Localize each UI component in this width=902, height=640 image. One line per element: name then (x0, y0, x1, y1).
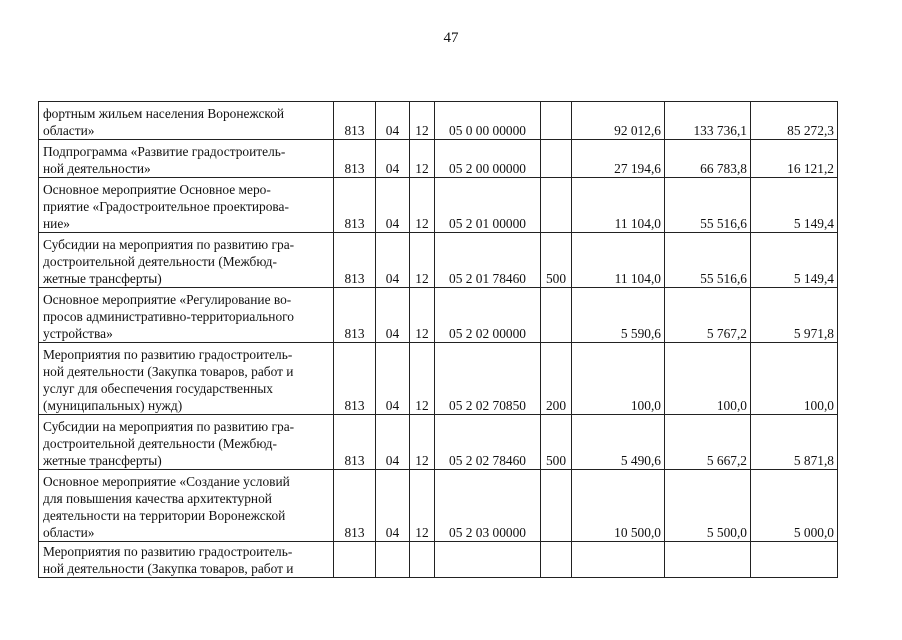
table-row (39, 102, 838, 140)
table-row (39, 343, 838, 415)
table-row (39, 140, 838, 178)
expense-type-code (541, 140, 572, 178)
subsection-code: 12 (410, 140, 435, 178)
amount-year-1: 5 590,6 (572, 288, 665, 343)
subsection-code: 12 (410, 415, 435, 470)
section-code: 04 (376, 343, 410, 415)
row-name: Основное мероприятие Основное меро- приятие «Градостроительное проектирова- ние» (39, 178, 334, 233)
subsection-code: 12 (410, 288, 435, 343)
amount-year-2: 5 500,0 (665, 470, 751, 542)
amount-year-2: 133 736,1 (665, 102, 751, 140)
amount-year-3: 85 272,3 (751, 102, 838, 140)
target-item-code: 05 2 02 00000 (435, 288, 541, 343)
subsection-code: 12 (410, 178, 435, 233)
row-name: Основное мероприятие «Создание условий для повышения качества архитектурной деятельности на территории Воронежской области» (39, 470, 334, 542)
target-item-code: 05 0 00 00000 (435, 102, 541, 140)
amount-year-2: 55 516,6 (665, 233, 751, 288)
amount-year-3: 5 000,0 (751, 470, 838, 542)
amount-year-3: 16 121,2 (751, 140, 838, 178)
subsection-code: 12 (410, 470, 435, 542)
amount-year-1: 10 500,0 (572, 470, 665, 542)
ministry-code: 813 (334, 415, 376, 470)
target-item-code: 05 2 00 00000 (435, 140, 541, 178)
subsection-code (410, 542, 435, 578)
expense-type-code (541, 470, 572, 542)
amount-year-2 (665, 542, 751, 578)
section-code (376, 542, 410, 578)
target-item-code: 05 2 03 00000 (435, 470, 541, 542)
amount-year-2: 66 783,8 (665, 140, 751, 178)
row-name: Подпрограмма «Развитие градостроитель- ной деятельности» (39, 140, 334, 178)
ministry-code (334, 542, 376, 578)
expense-type-code: 500 (541, 415, 572, 470)
row-name: Основное мероприятие «Регулирование во- просов административно-территориального устройства» (39, 288, 334, 343)
section-code: 04 (376, 233, 410, 288)
amount-year-3: 5 971,8 (751, 288, 838, 343)
target-item-code: 05 2 01 78460 (435, 233, 541, 288)
ministry-code: 813 (334, 102, 376, 140)
target-item-code: 05 2 02 78460 (435, 415, 541, 470)
ministry-code: 813 (334, 140, 376, 178)
row-name: Мероприятия по развитию градостроитель- ной деятельности (Закупка товаров, работ и (39, 542, 334, 578)
target-item-code: 05 2 02 70850 (435, 343, 541, 415)
target-item-code: 05 2 01 00000 (435, 178, 541, 233)
amount-year-1: 27 194,6 (572, 140, 665, 178)
expense-type-code (541, 178, 572, 233)
amount-year-3: 100,0 (751, 343, 838, 415)
amount-year-3: 5 871,8 (751, 415, 838, 470)
expense-type-code (541, 288, 572, 343)
row-name: Субсидии на мероприятия по развитию гра- достроительной деятельности (Межбюд- жетные трансферты) (39, 415, 334, 470)
subsection-code: 12 (410, 102, 435, 140)
table-row (39, 415, 838, 470)
section-code: 04 (376, 415, 410, 470)
section-code: 04 (376, 140, 410, 178)
row-name: Мероприятия по развитию градостроитель- ной деятельности (Закупка товаров, работ и услуг для обеспечения государственных (муниципальных) нужд) (39, 343, 334, 415)
page-number: 47 (443, 30, 459, 46)
amount-year-3: 5 149,4 (751, 178, 838, 233)
ministry-code: 813 (334, 343, 376, 415)
expense-type-code: 200 (541, 343, 572, 415)
section-code: 04 (376, 178, 410, 233)
subsection-code: 12 (410, 233, 435, 288)
ministry-code: 813 (334, 470, 376, 542)
amount-year-2: 100,0 (665, 343, 751, 415)
amount-year-2: 55 516,6 (665, 178, 751, 233)
row-name: фортным жильем населения Воронежской области» (39, 102, 334, 140)
amount-year-3: 5 149,4 (751, 233, 838, 288)
row-name: Субсидии на мероприятия по развитию гра- достроительной деятельности (Межбюд- жетные трансферты) (39, 233, 334, 288)
section-code: 04 (376, 102, 410, 140)
table-row (39, 470, 838, 542)
amount-year-3 (751, 542, 838, 578)
amount-year-1: 11 104,0 (572, 233, 665, 288)
subsection-code: 12 (410, 343, 435, 415)
amount-year-1: 92 012,6 (572, 102, 665, 140)
table-row (39, 542, 838, 578)
amount-year-2: 5 767,2 (665, 288, 751, 343)
budget-table (38, 101, 838, 578)
amount-year-1: 11 104,0 (572, 178, 665, 233)
expense-type-code: 500 (541, 233, 572, 288)
amount-year-2: 5 667,2 (665, 415, 751, 470)
section-code: 04 (376, 470, 410, 542)
target-item-code (435, 542, 541, 578)
table-row (39, 178, 838, 233)
amount-year-1: 5 490,6 (572, 415, 665, 470)
ministry-code: 813 (334, 288, 376, 343)
table-row (39, 233, 838, 288)
amount-year-1: 100,0 (572, 343, 665, 415)
expense-type-code (541, 542, 572, 578)
table-row (39, 288, 838, 343)
ministry-code: 813 (334, 178, 376, 233)
expense-type-code (541, 102, 572, 140)
section-code: 04 (376, 288, 410, 343)
amount-year-1 (572, 542, 665, 578)
ministry-code: 813 (334, 233, 376, 288)
